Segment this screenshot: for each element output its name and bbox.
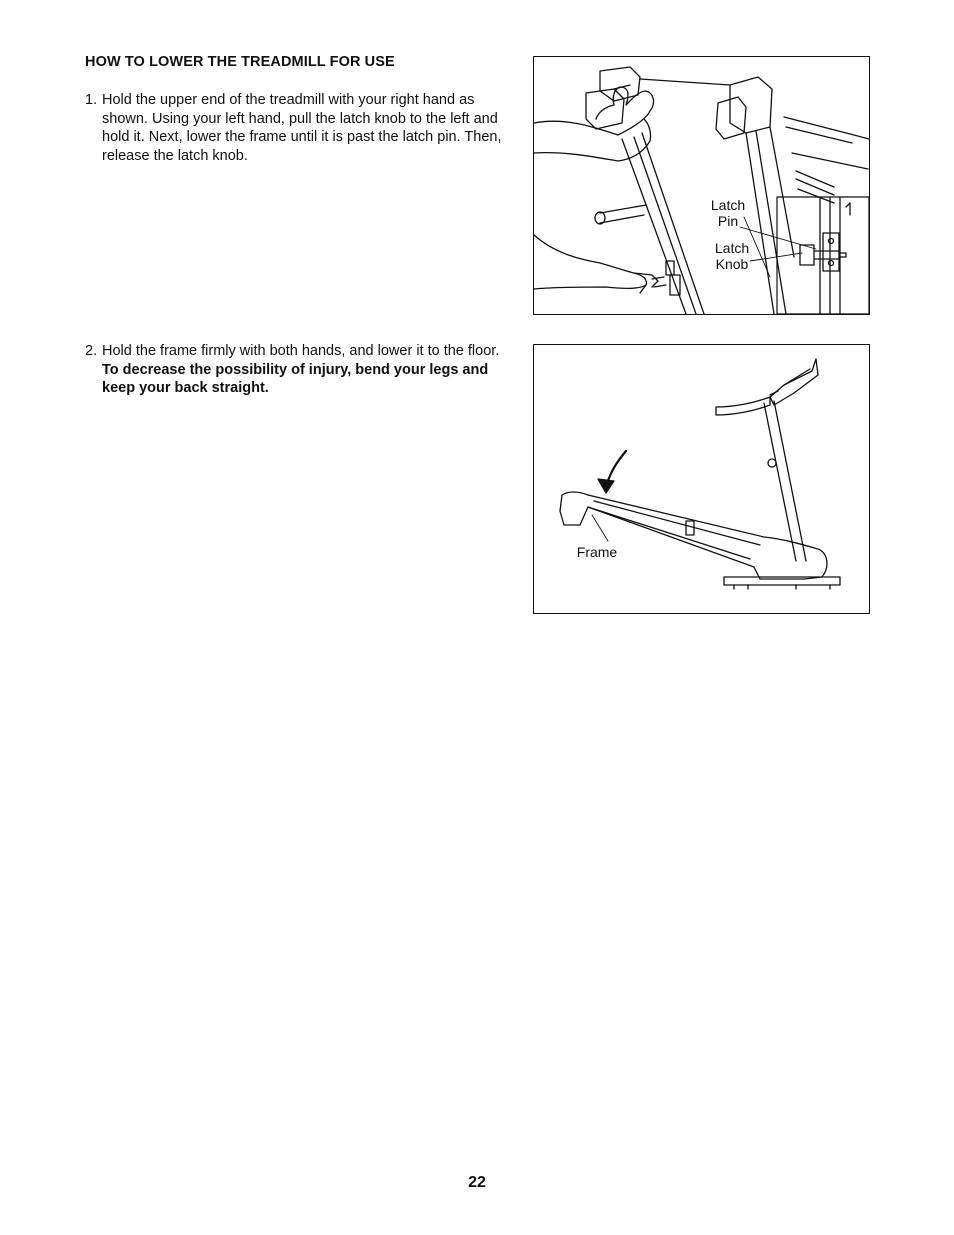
step-text: Hold the frame firmly with both hands, and lower it to the floor. (102, 343, 500, 359)
figure-latch-release (533, 56, 870, 315)
latch-pin-label: Latch Pin (710, 197, 746, 229)
page-number: 22 (468, 1174, 486, 1191)
section-heading: HOW TO LOWER THE TREADMILL FOR USE (85, 54, 395, 70)
treadmill-lowering-illustration (534, 345, 869, 613)
frame-label: Frame (576, 544, 618, 560)
treadmill-latch-illustration (534, 57, 869, 314)
step-text: Hold the upper end of the treadmill with your right hand as shown. Using your left hand, pull the latch knob to the left and hold it. Next, lower the frame until it is past the latch pin. Then, release the latch knob. (102, 92, 502, 165)
safety-warning-text: To decrease the possibility of injury, bend your legs and keep your back straight. (102, 361, 489, 397)
step-number: 2. (85, 343, 98, 359)
instruction-step-2 (85, 342, 510, 398)
instruction-step-1 (85, 91, 510, 166)
figure-lower-frame (533, 344, 870, 614)
latch-knob-label: Latch Knob (714, 240, 750, 272)
step-number: 1. (85, 92, 98, 108)
